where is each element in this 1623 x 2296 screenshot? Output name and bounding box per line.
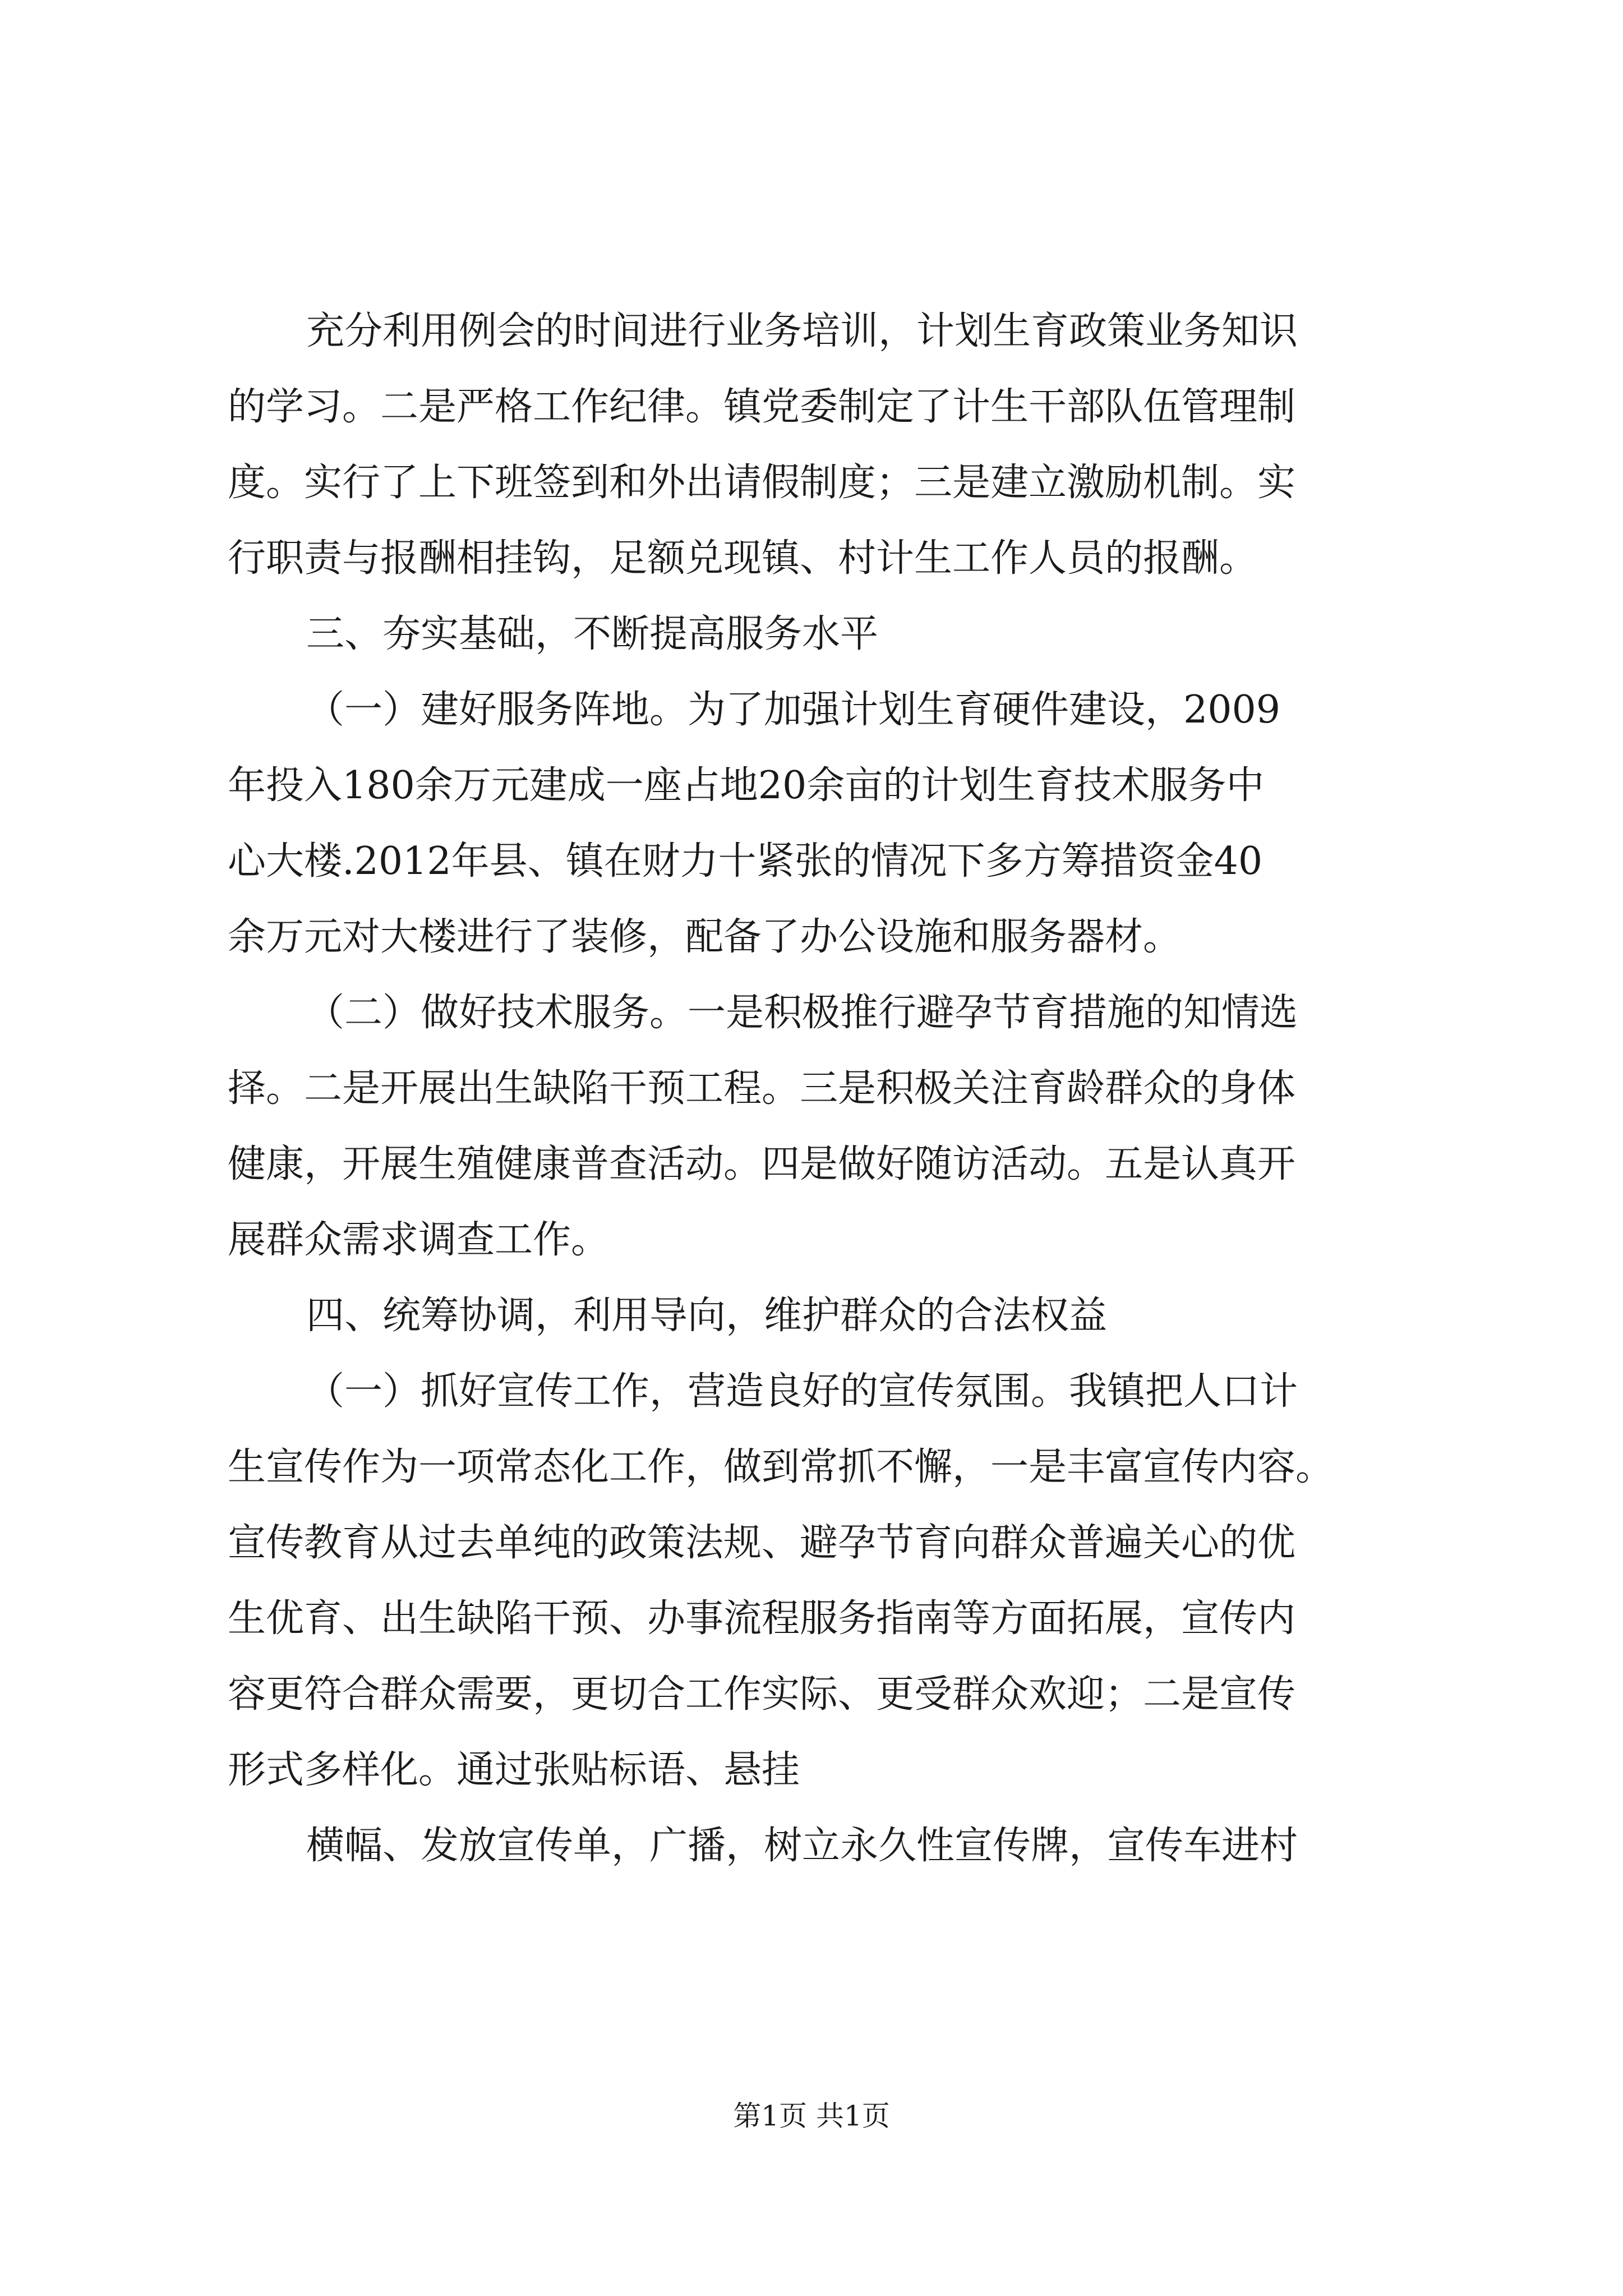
section-heading: 四、统筹协调，利用导向，维护群众的合法权益	[306, 1294, 1108, 1338]
text-line: 健康，开展生殖健康普查活动。四是做好随访活动。五是认真开	[228, 1142, 1296, 1186]
text-line: 生优育、出生缺陷干预、办事流程服务指南等方面拓展，宣传内	[228, 1596, 1296, 1641]
text-line: （二）做好技术服务。一是积极推行避孕节育措施的知情选	[306, 991, 1298, 1035]
text-line: 横幅、发放宣传单，广播，树立永久性宣传牌，宣传车进村	[306, 1824, 1298, 1868]
section-heading: 三、夯实基础，不断提高服务水平	[306, 612, 879, 656]
page-footer: 第1页 共1页	[733, 2100, 890, 2132]
text-line: 展群众需求调查工作。	[228, 1218, 610, 1262]
text-line: 心大楼.2012年县、镇在财力十紧张的情况下多方筹措资金40	[228, 839, 1263, 884]
text-line: 行职责与报酬相挂钩，足额兑现镇、村计生工作人员的报酬。	[228, 536, 1258, 581]
text-line: 形式多样化。通过张贴标语、悬挂	[228, 1748, 800, 1792]
text-line: （一）抓好宣传工作，营造良好的宣传氛围。我镇把人口计	[306, 1369, 1298, 1414]
text-line: 容更符合群众需要，更切合工作实际、更受群众欢迎；二是宣传	[228, 1672, 1296, 1717]
text-line: 充分利用例会的时间进行业务培训，计划生育政策业务知识	[306, 309, 1298, 353]
text-line: （一）建好服务阵地。为了加强计划生育硬件建设，2009	[306, 688, 1281, 732]
text-line: 择。二是开展出生缺陷干预工程。三是积极关注育龄群众的身体	[228, 1066, 1296, 1111]
text-line: 余万元对大楼进行了装修，配备了办公设施和服务器材。	[228, 915, 1182, 959]
text-line: 年投入180余万元建成一座占地20余亩的计划生育技术服务中	[228, 763, 1265, 808]
text-line: 生宣传作为一项常态化工作，做到常抓不懈，一是丰富宣传内容。	[228, 1445, 1334, 1489]
text-line: 宣传教育从过去单纯的政策法规、避孕节育向群众普遍关心的优	[228, 1521, 1296, 1565]
text-line: 度。实行了上下班签到和外出请假制度；三是建立激励机制。实	[228, 461, 1296, 505]
text-line: 的学习。二是严格工作纪律。镇党委制定了计生干部队伍管理制	[228, 385, 1296, 429]
